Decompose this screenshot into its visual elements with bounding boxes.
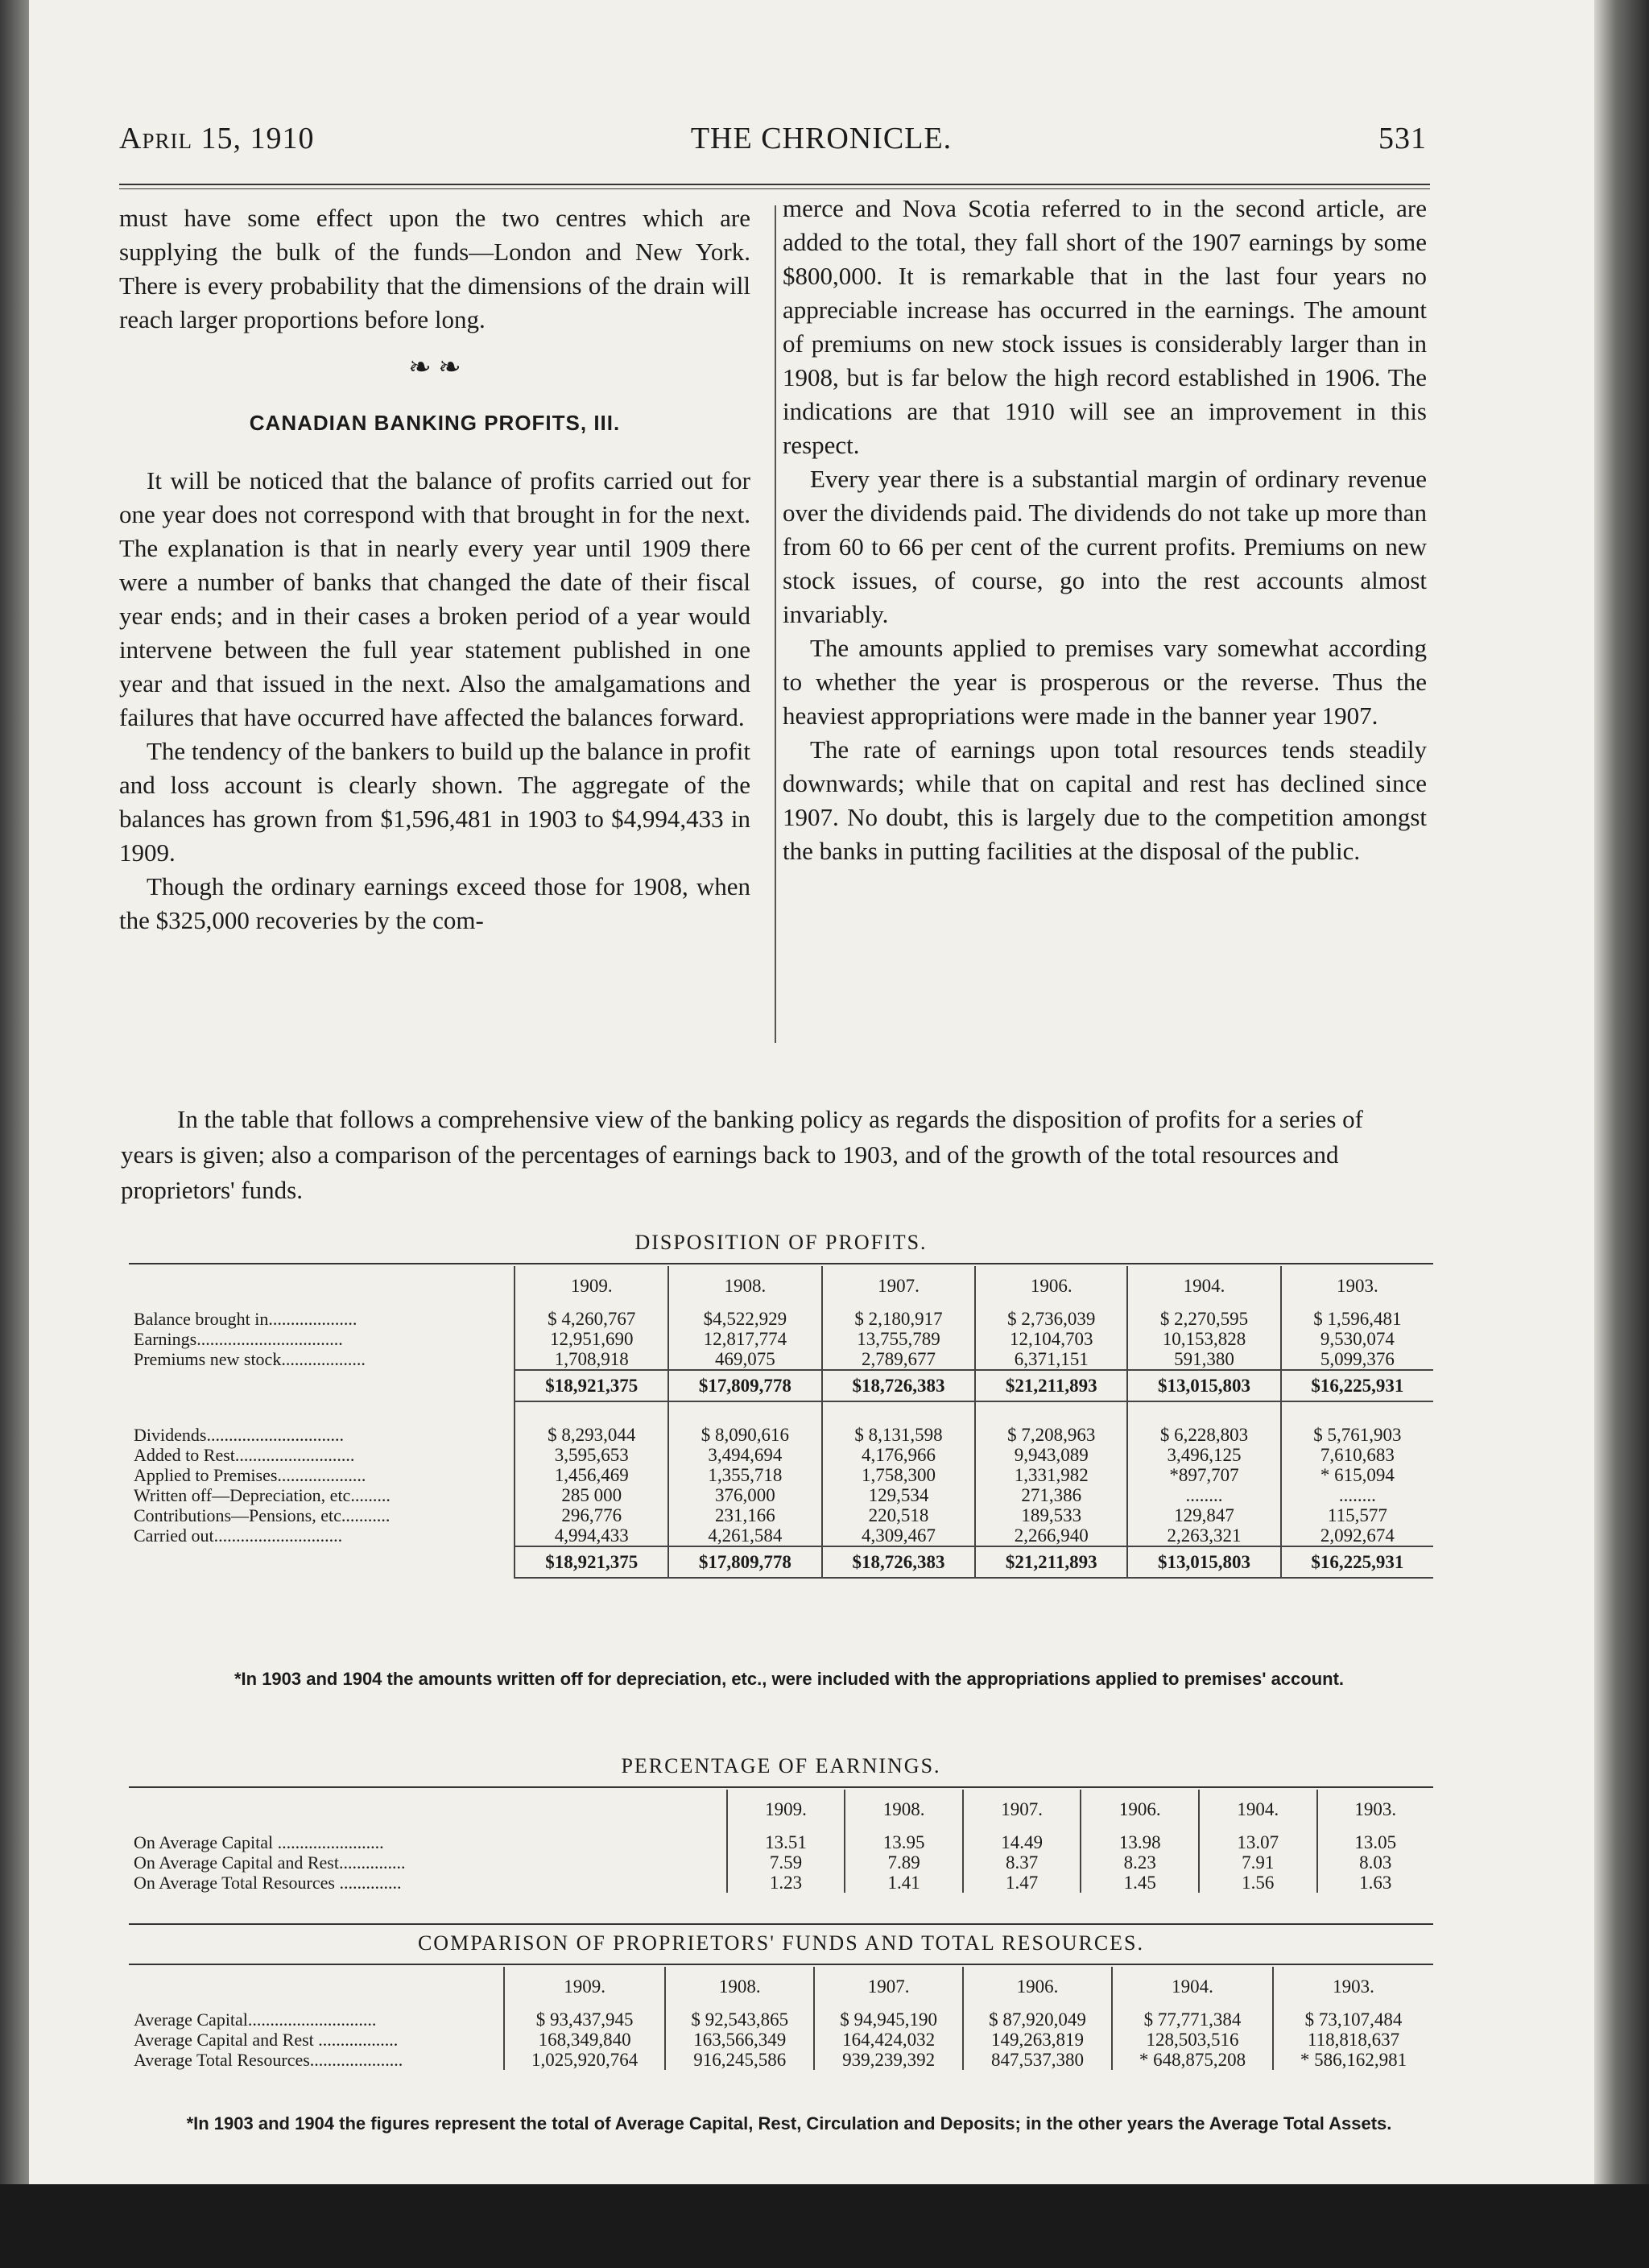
cell: 1,025,920,764 bbox=[504, 2050, 665, 2070]
cell: *897,707 bbox=[1127, 1465, 1281, 1485]
table-row bbox=[127, 1465, 1433, 1485]
cell: 128,503,516 bbox=[1112, 2030, 1273, 2050]
cell: 3,494,694 bbox=[668, 1445, 822, 1465]
article-heading: CANADIAN BANKING PROFITS, III. bbox=[249, 411, 621, 435]
table-row bbox=[127, 1329, 1433, 1349]
page-number: 531 bbox=[1378, 122, 1427, 155]
year-header-row bbox=[127, 1967, 1433, 2009]
percentage-table bbox=[127, 1790, 1433, 1893]
cell: $ 6,228,803 bbox=[1127, 1425, 1281, 1445]
year-header: 1908. bbox=[668, 1266, 822, 1309]
cell: 4,261,584 bbox=[668, 1525, 822, 1546]
paragraph: The amounts applied to premises vary somewhat according to whether the year is prosperous or the reverse. Thus the heaviest appropriations were made in the banner year 1907. bbox=[783, 634, 1427, 730]
cell: 916,245,586 bbox=[665, 2050, 814, 2070]
cell: 5,099,376 bbox=[1281, 1349, 1433, 1370]
cell: 285 000 bbox=[515, 1485, 668, 1505]
comparison-footnote: *In 1903 and 1904 the figures represent the total of Average Capital, Rest, Circulation and Deposits; in the other years the Average Total Assets. bbox=[186, 2113, 1392, 2133]
paragraph: must have some effect upon the two centres which are supplying the bulk of the funds—London and New York. There is every probability that the dimensions of the drain will reach larger proportions before long. bbox=[119, 204, 750, 333]
cell: 231,166 bbox=[668, 1505, 822, 1525]
percentage-title: PERCENTAGE OF EARNINGS. bbox=[621, 1754, 941, 1778]
left-column bbox=[119, 201, 750, 937]
year-header: 1909. bbox=[504, 1967, 665, 2009]
row-label: Added to Rest........................... bbox=[134, 1445, 355, 1465]
cell: 2,263,321 bbox=[1127, 1525, 1281, 1546]
row-label: Carried out............................. bbox=[134, 1525, 343, 1546]
total-cell: $18,726,383 bbox=[822, 1370, 976, 1401]
paragraph: Every year there is a substantial margin of ordinary revenue over the dividends paid. The dividends do not take up more than from 60 to 66 per cent of the current profits. Premiums on new stock issues, of course, go into the rest accounts almost invariably. bbox=[783, 465, 1427, 628]
cell: 9,943,089 bbox=[975, 1445, 1127, 1465]
cell: 3,496,125 bbox=[1127, 1445, 1281, 1465]
cell: 115,577 bbox=[1281, 1505, 1433, 1525]
cell: 12,104,703 bbox=[975, 1329, 1127, 1349]
cell: $ 87,920,049 bbox=[963, 2009, 1112, 2030]
table-row bbox=[127, 1832, 1433, 1852]
cell: 13.05 bbox=[1317, 1832, 1433, 1852]
cell: 8.37 bbox=[963, 1852, 1081, 1873]
cell: $ 73,107,484 bbox=[1273, 2009, 1433, 2030]
year-header: 1908. bbox=[845, 1790, 963, 1832]
year-header: 1907. bbox=[814, 1967, 963, 2009]
cell: 1.45 bbox=[1081, 1873, 1199, 1893]
year-header: 1903. bbox=[1317, 1790, 1433, 1832]
cell: $ 8,293,044 bbox=[515, 1425, 668, 1445]
cell: 2,266,940 bbox=[975, 1525, 1127, 1546]
cell: 149,263,819 bbox=[963, 2030, 1112, 2050]
paragraph: The rate of earnings upon total resources tends steadily downwards; while that on capital and rest has declined since 1907. No doubt, this is largely due to the competition amongst the banks in putting facilities at the disposal of the public. bbox=[783, 735, 1427, 865]
table-row bbox=[127, 1425, 1433, 1445]
publication-title: THE CHRONICLE. bbox=[690, 122, 953, 155]
cell: 7,610,683 bbox=[1281, 1445, 1433, 1465]
row-label: Average Total Resources..................... bbox=[134, 2050, 403, 2070]
year-header: 1907. bbox=[963, 1790, 1081, 1832]
page-edge-shadow bbox=[1594, 0, 1649, 2184]
cell: 12,951,690 bbox=[515, 1329, 668, 1349]
table-row bbox=[127, 1445, 1433, 1465]
table-row bbox=[127, 2030, 1433, 2050]
disposition-footnote: *In 1903 and 1904 the amounts written off for depreciation, etc., were included with the appropriations applied to premises' account. bbox=[234, 1669, 1345, 1689]
cell: 1.63 bbox=[1317, 1873, 1433, 1893]
total-cell: $18,921,375 bbox=[515, 1370, 668, 1401]
year-header: 1907. bbox=[822, 1266, 976, 1309]
row-label: On Average Capital and Rest............... bbox=[134, 1852, 406, 1873]
comparison-title: COMPARISON OF PROPRIETORS' FUNDS AND TOTAL RESOURCES. bbox=[417, 1931, 1145, 1955]
header-rule bbox=[119, 184, 1430, 185]
cell: ........ bbox=[1281, 1485, 1433, 1505]
total-cell: $21,211,893 bbox=[975, 1546, 1127, 1578]
cell: 14.49 bbox=[963, 1832, 1081, 1852]
cell: 13.07 bbox=[1199, 1832, 1317, 1852]
row-label: Contributions—Pensions, etc........... bbox=[134, 1505, 391, 1525]
table-row bbox=[127, 1852, 1433, 1873]
table-row bbox=[127, 1309, 1433, 1329]
table-rule bbox=[129, 1923, 1433, 1925]
cell: 591,380 bbox=[1127, 1349, 1281, 1370]
ornament: ❧ ❧ bbox=[408, 353, 461, 383]
table-row bbox=[127, 1505, 1433, 1525]
row-label: Written off—Depreciation, etc......... bbox=[134, 1485, 391, 1505]
disposition-title: DISPOSITION OF PROFITS. bbox=[634, 1231, 928, 1254]
cell: 1,708,918 bbox=[515, 1349, 668, 1370]
total-cell: $18,726,383 bbox=[822, 1546, 976, 1578]
cell: 129,534 bbox=[822, 1485, 976, 1505]
year-header: 1904. bbox=[1127, 1266, 1281, 1309]
cell: 4,309,467 bbox=[822, 1525, 976, 1546]
row-label: Applied to Premises.................... bbox=[134, 1465, 366, 1485]
year-header-row bbox=[127, 1790, 1433, 1832]
paragraph: It will be noticed that the balance of profits carried out for one year does not correspond with that brought in for the next. The explanation is that in nearly every year until 1909 there were a number of banks that changed the date of their fiscal year ends; and in their cases a broken period of a year would intervene between the full year statement published in one year and that issued in the next. Also the amalgamations and failures that have occurred have affected the balances forward. bbox=[119, 466, 750, 731]
cell: 939,239,392 bbox=[814, 2050, 963, 2070]
cell: 220,518 bbox=[822, 1505, 976, 1525]
cell: 8.23 bbox=[1081, 1852, 1199, 1873]
year-header-row bbox=[127, 1266, 1433, 1309]
cell: 1,456,469 bbox=[515, 1465, 668, 1485]
row-label: On Average Total Resources .............. bbox=[134, 1873, 402, 1893]
year-header: 1903. bbox=[1281, 1266, 1433, 1309]
cell: 2,092,674 bbox=[1281, 1525, 1433, 1546]
paragraph: Though the ordinary earnings exceed those for 1908, when the $325,000 recoveries by the com- bbox=[119, 872, 750, 934]
total-cell: $18,921,375 bbox=[515, 1546, 668, 1578]
table-intro bbox=[121, 1102, 1401, 1208]
cell: $ 2,270,595 bbox=[1127, 1309, 1281, 1329]
cell: 129,847 bbox=[1127, 1505, 1281, 1525]
row-label: On Average Capital ........................ bbox=[134, 1832, 384, 1852]
column-divider bbox=[775, 205, 776, 1043]
cell: 7.89 bbox=[845, 1852, 963, 1873]
cell: $ 92,543,865 bbox=[665, 2009, 814, 2030]
table-row bbox=[127, 1349, 1433, 1370]
year-header: 1906. bbox=[975, 1266, 1127, 1309]
cell: $ 2,736,039 bbox=[975, 1309, 1127, 1329]
cell: 118,818,637 bbox=[1273, 2030, 1433, 2050]
cell: * 615,094 bbox=[1281, 1465, 1433, 1485]
cell: 296,776 bbox=[515, 1505, 668, 1525]
year-header: 1909. bbox=[515, 1266, 668, 1309]
cell: 189,533 bbox=[975, 1505, 1127, 1525]
table-row bbox=[127, 1873, 1433, 1893]
paragraph: merce and Nova Scotia referred to in the second article, are added to the total, they fall short of the 1907 earnings by some $800,000. It is remarkable that in the last four years no appreciable increase has occurred in the earnings. The amount of premiums on new stock issues is considerably larger than in 1908, but is far below the high record established in 1906. The indications are that 1910 will see an improvement in this respect. bbox=[783, 194, 1427, 459]
cell: $ 77,771,384 bbox=[1112, 2009, 1273, 2030]
table-row bbox=[127, 2050, 1433, 2070]
total-cell: $16,225,931 bbox=[1281, 1546, 1433, 1578]
cell: 7.91 bbox=[1199, 1852, 1317, 1873]
cell: 271,386 bbox=[975, 1485, 1127, 1505]
cell: 847,537,380 bbox=[963, 2050, 1112, 2070]
year-header: 1904. bbox=[1199, 1790, 1317, 1832]
cell: $ 94,945,190 bbox=[814, 2009, 963, 2030]
cell: $ 93,437,945 bbox=[504, 2009, 665, 2030]
table-row bbox=[127, 2009, 1433, 2030]
cell: $ 8,131,598 bbox=[822, 1425, 976, 1445]
total-cell: $13,015,803 bbox=[1127, 1546, 1281, 1578]
table-rule bbox=[129, 1964, 1433, 1965]
year-header: 1909. bbox=[727, 1790, 845, 1832]
cell: 2,789,677 bbox=[822, 1349, 976, 1370]
cell: $4,522,929 bbox=[668, 1309, 822, 1329]
year-header: 1903. bbox=[1273, 1967, 1433, 2009]
cell: 1.47 bbox=[963, 1873, 1081, 1893]
table-rule bbox=[129, 1263, 1433, 1264]
cell: $ 8,090,616 bbox=[668, 1425, 822, 1445]
total-row bbox=[127, 1370, 1433, 1401]
row-label: Earnings................................. bbox=[134, 1329, 343, 1349]
row-label: Dividends............................... bbox=[134, 1425, 344, 1445]
total-cell: $21,211,893 bbox=[975, 1370, 1127, 1401]
cell: 1.23 bbox=[727, 1873, 845, 1893]
year-header: 1906. bbox=[1081, 1790, 1199, 1832]
table-row bbox=[127, 1525, 1433, 1546]
paragraph: The tendency of the bankers to build up the balance in profit and loss account is clearly shown. The aggregate of the balances has grown from $1,596,481 in 1903 to $4,994,433 in 1909. bbox=[119, 737, 750, 867]
cell: 13.51 bbox=[727, 1832, 845, 1852]
cell: 8.03 bbox=[1317, 1852, 1433, 1873]
total-cell: $17,809,778 bbox=[668, 1370, 822, 1401]
cell: * 648,875,208 bbox=[1112, 2050, 1273, 2070]
cell: 4,176,966 bbox=[822, 1445, 976, 1465]
disposition-table bbox=[127, 1266, 1433, 1579]
year-header: 1908. bbox=[665, 1967, 814, 2009]
total-cell: $16,225,931 bbox=[1281, 1370, 1433, 1401]
cell: 13,755,789 bbox=[822, 1329, 976, 1349]
header-rule-thin bbox=[119, 188, 1430, 189]
cell: 1,758,300 bbox=[822, 1465, 976, 1485]
cell: 1,331,982 bbox=[975, 1465, 1127, 1485]
cell: 9,530,074 bbox=[1281, 1329, 1433, 1349]
cell: 13.98 bbox=[1081, 1832, 1199, 1852]
total-row bbox=[127, 1546, 1433, 1578]
cell: $ 1,596,481 bbox=[1281, 1309, 1433, 1329]
cell: $ 4,260,767 bbox=[515, 1309, 668, 1329]
comparison-table bbox=[127, 1967, 1433, 2070]
table-row bbox=[127, 1485, 1433, 1505]
cell: 163,566,349 bbox=[665, 2030, 814, 2050]
year-header: 1906. bbox=[963, 1967, 1112, 2009]
total-cell: $17,809,778 bbox=[668, 1546, 822, 1578]
cell: 10,153,828 bbox=[1127, 1329, 1281, 1349]
cell: 1.56 bbox=[1199, 1873, 1317, 1893]
row-label: Balance brought in.................... bbox=[134, 1309, 357, 1329]
cell: 1.41 bbox=[845, 1873, 963, 1893]
issue-date: April 15, 1910 bbox=[119, 122, 315, 155]
cell: 1,355,718 bbox=[668, 1465, 822, 1485]
cell: 6,371,151 bbox=[975, 1349, 1127, 1370]
year-header: 1904. bbox=[1112, 1967, 1273, 2009]
cell: 168,349,840 bbox=[504, 2030, 665, 2050]
cell: $ 5,761,903 bbox=[1281, 1425, 1433, 1445]
total-cell: $13,015,803 bbox=[1127, 1370, 1281, 1401]
cell: ........ bbox=[1127, 1485, 1281, 1505]
cell: 164,424,032 bbox=[814, 2030, 963, 2050]
cell: 376,000 bbox=[668, 1485, 822, 1505]
table-rule bbox=[129, 1786, 1433, 1788]
right-column bbox=[783, 192, 1427, 868]
cell: * 586,162,981 bbox=[1273, 2050, 1433, 2070]
cell: 469,075 bbox=[668, 1349, 822, 1370]
paragraph: In the table that follows a comprehensive view of the banking policy as regards the disposition of profits for a series of years is given; also a comparison of the percentages of earnings back to 1903, and of the growth of the total resources and proprietors' funds. bbox=[121, 1105, 1363, 1204]
cell: 12,817,774 bbox=[668, 1329, 822, 1349]
row-label: Premiums new stock................... bbox=[134, 1349, 366, 1369]
cell: 7.59 bbox=[727, 1852, 845, 1873]
cell: 3,595,653 bbox=[515, 1445, 668, 1465]
cell: $ 2,180,917 bbox=[822, 1309, 976, 1329]
cell: 4,994,433 bbox=[515, 1525, 668, 1546]
row-label: Average Capital and Rest .................. bbox=[134, 2030, 399, 2050]
cell: $ 7,208,963 bbox=[975, 1425, 1127, 1445]
cell: 13.95 bbox=[845, 1832, 963, 1852]
row-label: Average Capital............................. bbox=[134, 2009, 377, 2030]
